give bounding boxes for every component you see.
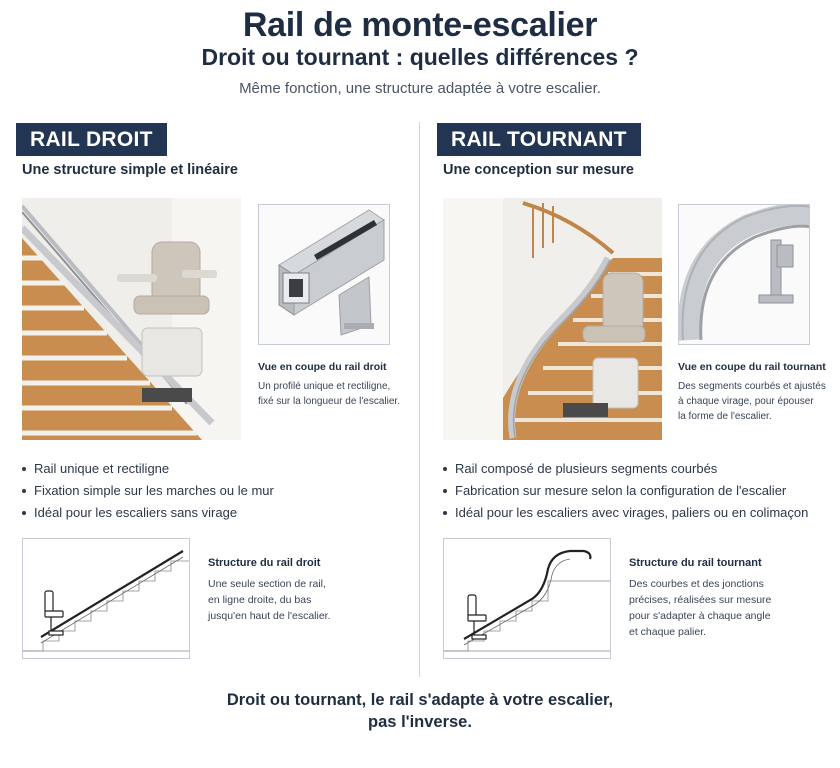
bullet-dot-icon xyxy=(443,489,447,493)
detail-line: fixé sur la longueur de l'escalier. xyxy=(258,396,400,407)
detail-line: à chaque virage, pour épouser xyxy=(678,396,814,407)
bullet-dot-icon xyxy=(22,467,26,471)
curved-rail-diagram-text xyxy=(629,576,819,640)
curved-rail-diagram-title: Structure du rail tournant xyxy=(629,557,762,569)
straight-rail-column xyxy=(16,120,416,680)
straight-rail-diagram-title: Structure du rail droit xyxy=(208,557,321,569)
curved-rail-subtitle: Une conception sur mesure xyxy=(443,162,634,178)
diagram-line: Une seule section de rail, xyxy=(208,578,326,590)
bullet-item xyxy=(443,502,838,524)
bullet-item xyxy=(22,502,417,524)
bullet-text: Idéal pour les escaliers avec virages, paliers ou en colimaçon xyxy=(455,505,809,520)
detail-line: Des segments courbés et ajustés xyxy=(678,381,826,392)
diagram-line: pour s'adapter à chaque angle xyxy=(629,610,771,622)
curved-rail-badge: RAIL TOURNANT xyxy=(437,123,641,156)
curved-stairlift-photo xyxy=(443,198,662,440)
bullet-text: Rail composé de plusieurs segments courbés xyxy=(455,461,718,476)
bullet-item xyxy=(22,458,417,480)
curved-rail-detail-text xyxy=(678,379,828,424)
straight-rail-subtitle: Une structure simple et linéaire xyxy=(22,162,238,178)
page-tagline: Même fonction, une structure adaptée à votre escalier. xyxy=(239,80,601,97)
curved-rail-diagram xyxy=(443,538,611,659)
diagram-line: en ligne droite, du bas xyxy=(208,594,312,606)
bullet-item xyxy=(443,458,838,480)
straight-rail-cross-section xyxy=(258,204,390,345)
straight-rail-detail-title: Vue en coupe du rail droit xyxy=(258,361,387,373)
diagram-line: précises, réalisées sur mesure xyxy=(629,594,772,606)
footer-line: pas l'inverse. xyxy=(368,713,472,731)
bullet-text: Fabrication sur mesure selon la configuration de l'escalier xyxy=(455,483,787,498)
bullet-item xyxy=(22,480,417,502)
straight-rail-badge: RAIL DROIT xyxy=(16,123,167,156)
detail-line: Un profilé unique et rectiligne, xyxy=(258,381,391,392)
curved-rail-cross-section xyxy=(678,204,810,345)
curved-rail-bullets xyxy=(443,458,838,524)
detail-line: la forme de l'escalier. xyxy=(678,411,772,422)
bullet-text: Idéal pour les escaliers sans virage xyxy=(34,505,238,520)
bullet-dot-icon xyxy=(22,511,26,515)
footer-message xyxy=(0,689,840,733)
bullet-dot-icon xyxy=(443,467,447,471)
footer-line: Droit ou tournant, le rail s'adapte à votre escalier, xyxy=(226,691,614,709)
straight-rail-bullets xyxy=(22,458,417,524)
diagram-line: Des courbes et des jonctions xyxy=(629,578,764,590)
diagram-line: et chaque palier. xyxy=(629,626,707,638)
straight-stairlift-photo xyxy=(22,198,241,440)
bullet-text: Rail unique et rectiligne xyxy=(34,461,170,476)
curved-rail-column xyxy=(437,120,837,680)
bullet-dot-icon xyxy=(443,511,447,515)
straight-rail-diagram xyxy=(22,538,190,659)
bullet-dot-icon xyxy=(22,489,26,493)
bullet-item xyxy=(443,480,838,502)
curved-rail-detail-title: Vue en coupe du rail tournant xyxy=(678,361,826,373)
page-title: Rail de monte-escalier xyxy=(242,6,598,44)
column-divider xyxy=(419,122,420,677)
straight-rail-diagram-text xyxy=(208,576,398,624)
diagram-line: jusqu'en haut de l'escalier. xyxy=(208,610,331,622)
page-subtitle: Droit ou tournant : quelles différences ? xyxy=(201,44,639,70)
straight-rail-detail-text xyxy=(258,379,408,409)
bullet-text: Fixation simple sur les marches ou le mur xyxy=(34,483,274,498)
